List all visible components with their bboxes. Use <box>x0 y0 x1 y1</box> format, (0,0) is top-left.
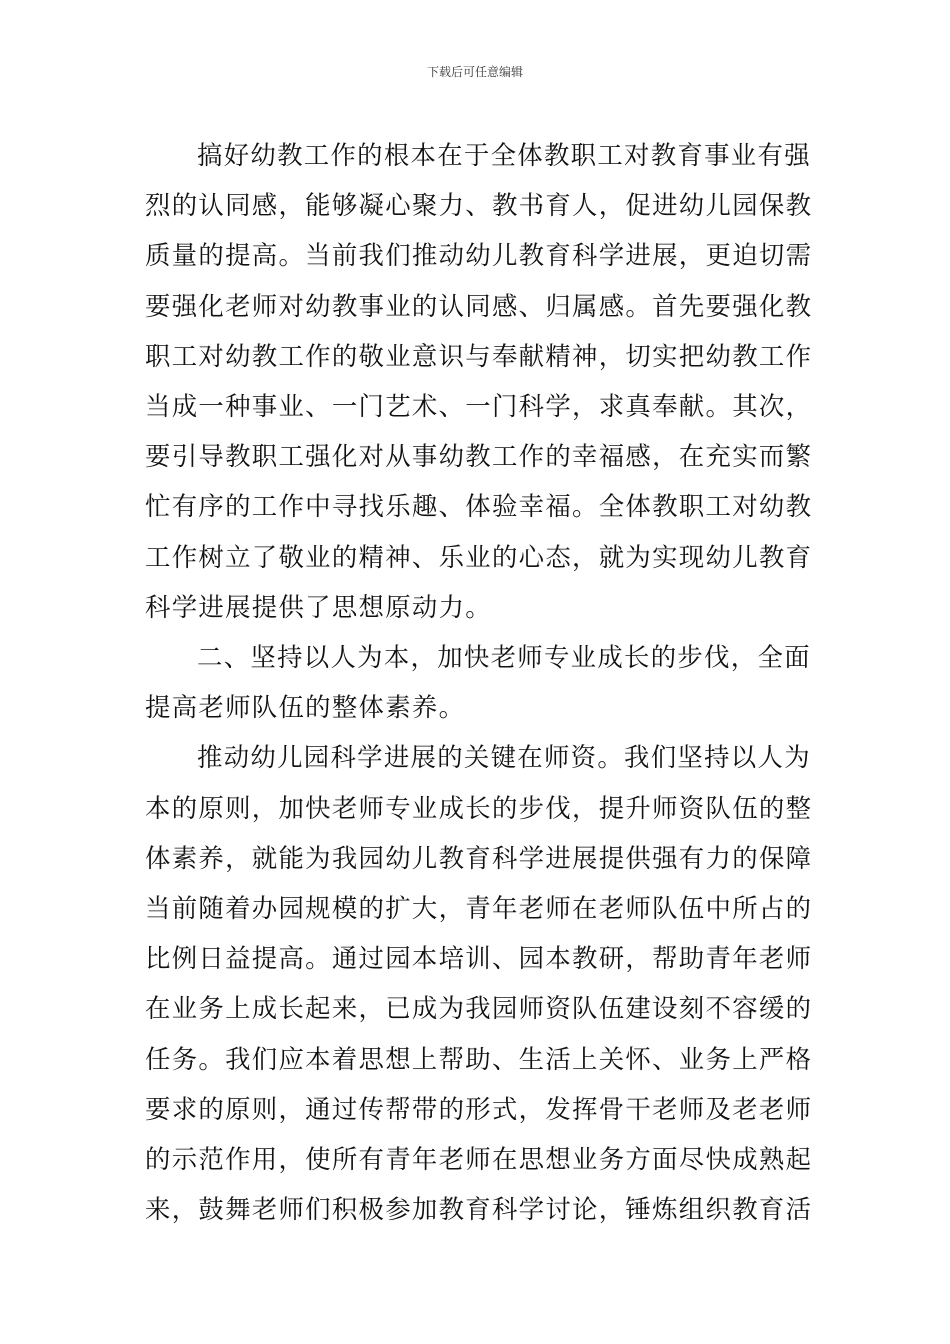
text-line: 的示范作用，使所有青年老师在思想业务方面尽快成熟起 <box>145 1144 813 1175</box>
text-line: 科学进展提供了思想原动力。 <box>145 591 492 622</box>
text-line: 搞好幼教工作的根本在于全体教职工对教育事业有强 <box>197 140 811 170</box>
text-line: 来，鼓舞老师们积极参加教育科学讨论，锤炼组织教育活 <box>145 1194 813 1225</box>
text-line: 提高老师队伍的整体素养。 <box>145 692 466 723</box>
text-line: 二、坚持以人为本，加快老师专业成长的步伐，全面 <box>197 642 811 673</box>
text-line: 忙有序的工作中寻找乐趣、体验幸福。全体教职工对幼教 <box>145 491 813 522</box>
text-line: 任务。我们应本着思想上帮助、生活上关怀、业务上严格 <box>145 1043 813 1074</box>
text-line: 要强化老师对幼教事业的认同感、归属感。首先要强化教 <box>145 290 813 321</box>
text-line: 烈的认同感，能够凝心聚力、教书育人，促进幼儿园保教 <box>145 190 813 221</box>
document-body <box>145 130 813 1234</box>
text-line: 职工对幼教工作的敬业意识与奉献精神，切实把幼教工作 <box>145 340 813 371</box>
text-line: 工作树立了敬业的精神、乐业的心态，就为实现幼儿教育 <box>145 541 813 572</box>
text-line: 要引导教职工强化对从事幼教工作的幸福感，在充实而繁 <box>145 441 813 472</box>
text-line: 体素养，就能为我园幼儿教育科学进展提供强有力的保障 <box>145 842 813 873</box>
paragraph-1 <box>145 130 813 632</box>
text-line: 当成一种事业、一门艺术、一门科学，求真奉献。其次， <box>145 391 813 422</box>
text-line: 在业务上成长起来，已成为我园师资队伍建设刻不容缓的 <box>145 993 813 1024</box>
paragraph-2-heading <box>145 632 811 732</box>
paragraph-3 <box>145 732 813 1234</box>
text-line: 比例日益提高。通过园本培训、园本教研，帮助青年老师 <box>145 943 813 974</box>
text-line: 当前随着办园规模的扩大，青年老师在老师队伍中所占的 <box>145 893 813 924</box>
page-header-note: 下载后可任意编辑 <box>426 65 523 79</box>
text-line: 质量的提高。当前我们推动幼儿教育科学进展，更迫切需 <box>145 240 813 271</box>
text-line: 本的原则，加快老师专业成长的步伐，提升师资队伍的整 <box>145 792 813 823</box>
text-line: 要求的原则，通过传帮带的形式，发挥骨干老师及老老师 <box>145 1093 813 1124</box>
text-line: 推动幼儿园科学进展的关键在师资。我们坚持以人为 <box>197 742 811 773</box>
